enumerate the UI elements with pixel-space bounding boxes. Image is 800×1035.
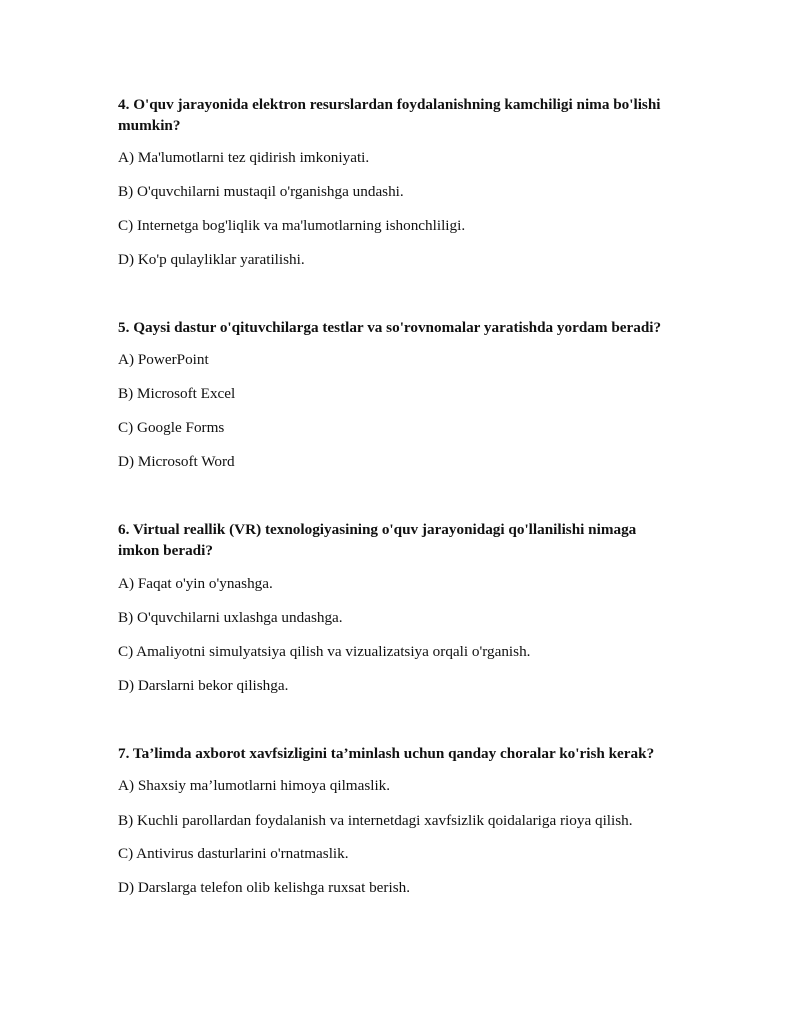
question-7-option-d: D) Darslarga telefon olib kelishga ruxsat berish.: [118, 879, 410, 896]
question-4-option-d: D) Ko'p qulayliklar yaratilishi.: [118, 251, 305, 268]
question-6-title: 6. Virtual reallik (VR) texnologiyasining o'quv jarayonidagi qo'llanilishi nimaga imkon beradi?: [118, 521, 637, 559]
question-4-option-a: A) Ma'lumotlarni tez qidirish imkoniyati.: [118, 149, 370, 166]
question-5-option-c: C) Google Forms: [118, 419, 225, 436]
question-7-option-c: C) Antivirus dasturlarini o'rnatmaslik.: [118, 845, 349, 862]
question-5: [118, 317, 718, 470]
question-7: [118, 743, 718, 896]
question-5-title: 5. Qaysi dastur o'qituvchilarga testlar va so'rovnomalar yaratishda yordam beradi?: [118, 319, 662, 336]
question-7-option-a: A) Shaxsiy ma’lumotlarni himoya qilmaslik.: [118, 777, 391, 794]
question-6-option-d: D) Darslarni bekor qilishga.: [118, 677, 289, 694]
question-4-title: 4. O'quv jarayonida elektron resurslardan foydalanishning kamchiligi nima bo'lishi mumkin?: [118, 96, 661, 134]
question-5-option-d: D) Microsoft Word: [118, 453, 235, 470]
question-6-option-b: B) O'quvchilarni uxlashga undashga.: [118, 609, 343, 626]
question-6: [118, 519, 678, 694]
question-4-option-b: B) O'quvchilarni mustaqil o'rganishga undashi.: [118, 183, 404, 200]
question-4-option-c: C) Internetga bog'liqlik va ma'lumotlarning ishonchliligi.: [118, 217, 466, 234]
question-5-option-b: B) Microsoft Excel: [118, 385, 236, 402]
question-6-option-c: C) Amaliyotni simulyatsiya qilish va vizualizatsiya orqali o'rganish.: [118, 643, 531, 660]
question-6-option-a: A) Faqat o'yin o'ynashga.: [118, 575, 273, 592]
question-5-option-a: A) PowerPoint: [118, 351, 209, 368]
question-7-option-b: B) Kuchli parollardan foydalanish va internetdagi xavfsizlik qoidalariga rioya qilish.: [118, 812, 633, 829]
question-4: [118, 94, 698, 268]
question-7-title: 7. Ta’limda axborot xavfsizligini ta’minlash uchun qanday choralar ko'rish kerak?: [118, 745, 655, 762]
